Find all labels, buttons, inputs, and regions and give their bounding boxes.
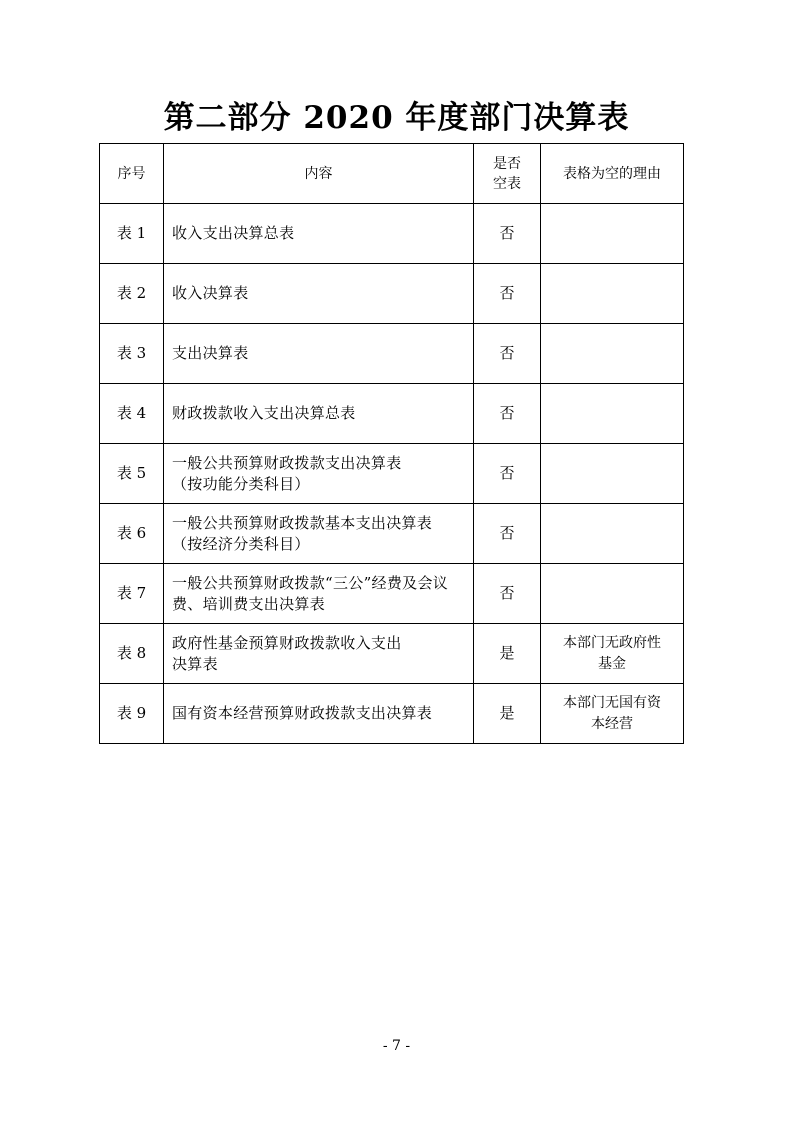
table-row: [100, 384, 684, 444]
table-row: [100, 564, 684, 624]
row-index: 表 4: [100, 384, 164, 444]
row-reason: [541, 564, 684, 624]
row-index: 表 5: [100, 444, 164, 504]
row-empty: 否: [474, 264, 541, 324]
table-row: [100, 504, 684, 564]
row-content: 收入支出决算总表: [164, 204, 474, 264]
table-row: [100, 264, 684, 324]
page-number: - 7 -: [382, 1038, 411, 1054]
row-index: 表 1: [100, 204, 164, 264]
header-empty: 是否 空表: [474, 144, 541, 204]
row-index: 表 7: [100, 564, 164, 624]
table-row: [100, 684, 684, 744]
row-index: 表 8: [100, 624, 164, 684]
row-index: 表 6: [100, 504, 164, 564]
row-index: 表 9: [100, 684, 164, 744]
row-empty: 是: [474, 624, 541, 684]
row-reason: [541, 204, 684, 264]
row-empty: 否: [474, 204, 541, 264]
row-content: 一般公共预算财政拨款“三公”经费及会议 费、培训费支出决算表: [164, 564, 474, 624]
table-row: [100, 624, 684, 684]
row-reason: [541, 384, 684, 444]
row-reason: [541, 504, 684, 564]
row-content: 财政拨款收入支出决算总表: [164, 384, 474, 444]
row-empty: 否: [474, 384, 541, 444]
row-empty: 否: [474, 564, 541, 624]
page-title: 第二部分 2020 年度部门决算表: [163, 100, 630, 136]
row-empty: 否: [474, 444, 541, 504]
row-reason: 本部门无国有资 本经营: [541, 684, 684, 744]
row-content: 收入决算表: [164, 264, 474, 324]
budget-tables-index: [99, 143, 684, 744]
row-content: 国有资本经营预算财政拨款支出决算表: [164, 684, 474, 744]
row-empty: 是: [474, 684, 541, 744]
row-content: 一般公共预算财政拨款支出决算表 （按功能分类科目）: [164, 444, 474, 504]
row-empty: 否: [474, 324, 541, 384]
row-reason: [541, 444, 684, 504]
header-content: 内容: [164, 144, 474, 204]
header-reason: 表格为空的理由: [541, 144, 684, 204]
row-reason: 本部门无政府性 基金: [541, 624, 684, 684]
table-header-row: [100, 144, 684, 204]
table-row: [100, 324, 684, 384]
header-index: 序号: [100, 144, 164, 204]
row-content: 一般公共预算财政拨款基本支出决算表 （按经济分类科目）: [164, 504, 474, 564]
row-content: 支出决算表: [164, 324, 474, 384]
row-empty: 否: [474, 504, 541, 564]
table-row: [100, 204, 684, 264]
table-row: [100, 444, 684, 504]
row-reason: [541, 264, 684, 324]
row-index: 表 3: [100, 324, 164, 384]
row-index: 表 2: [100, 264, 164, 324]
row-reason: [541, 324, 684, 384]
row-content: 政府性基金预算财政拨款收入支出 决算表: [164, 624, 474, 684]
